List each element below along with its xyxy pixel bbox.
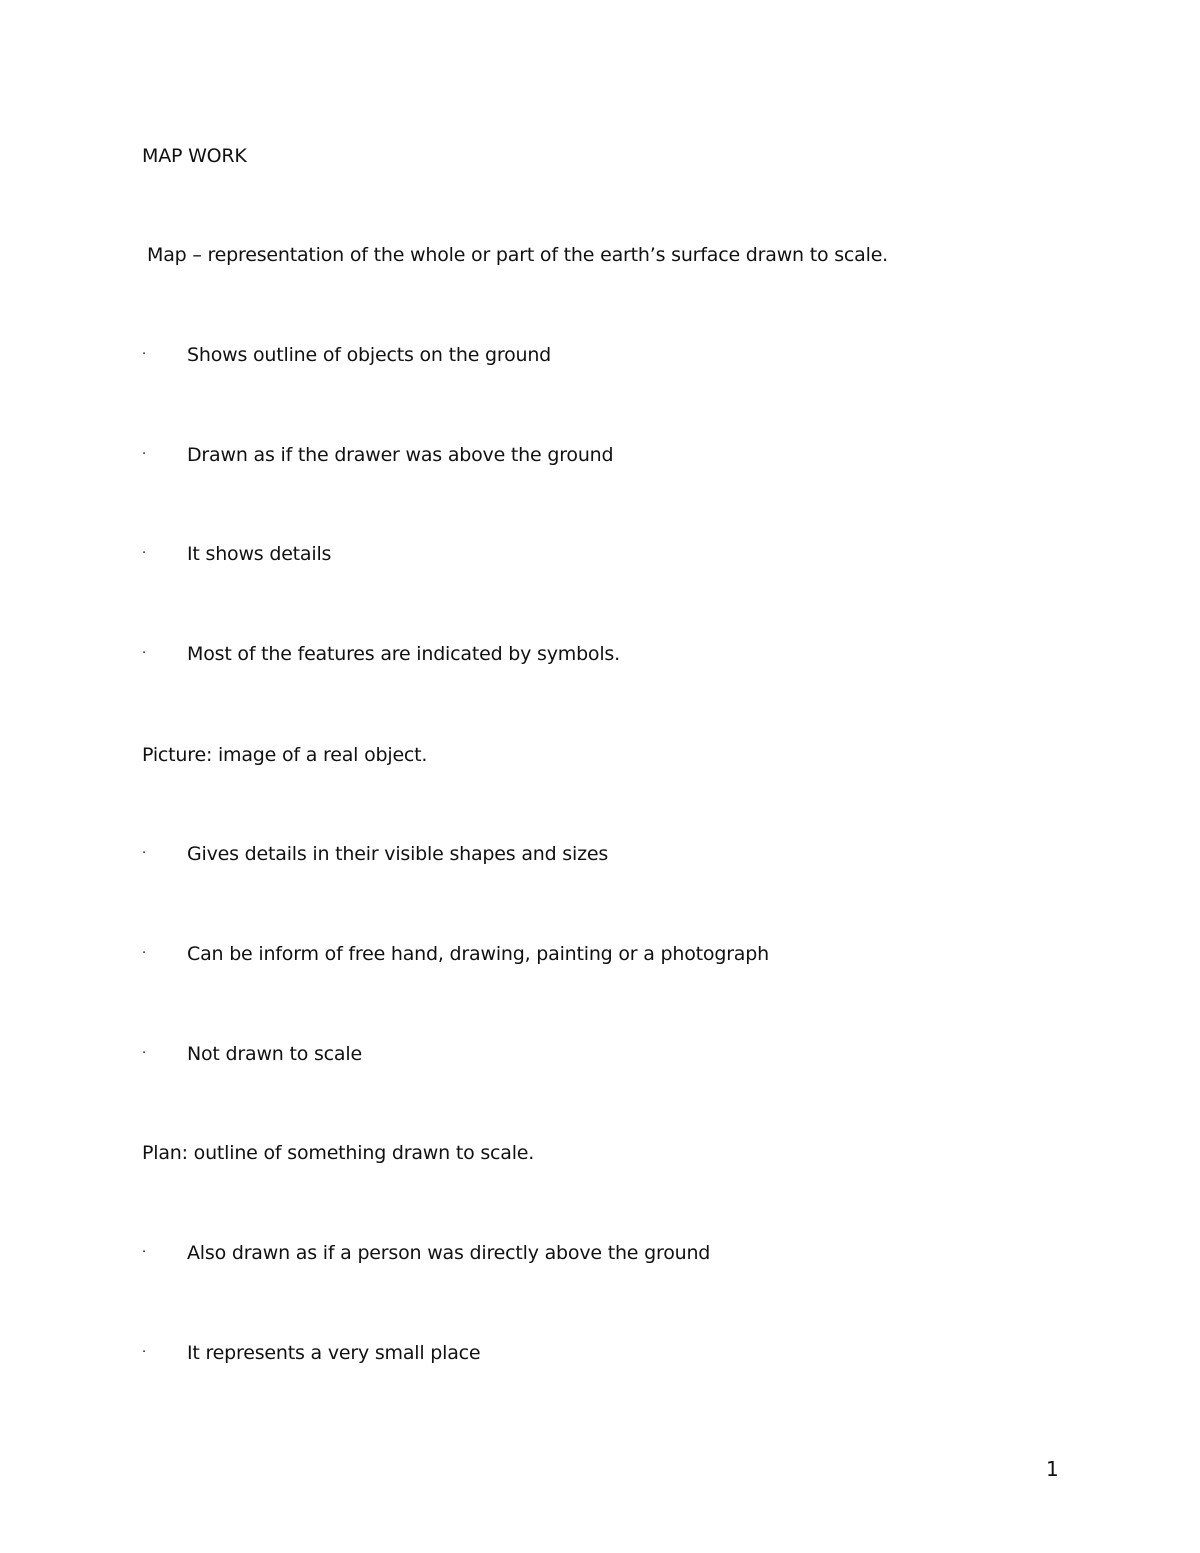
bullet-icon: · (142, 546, 146, 561)
page-number: 1 (1046, 1457, 1059, 1481)
document-title: MAP WORK (142, 145, 247, 167)
picture-definition: Picture: image of a real object. (142, 744, 428, 766)
bullet-icon: · (142, 1245, 146, 1260)
list-item-text: Drawn as if the drawer was above the ground (187, 444, 614, 466)
bullet-icon: · (142, 1345, 146, 1360)
list-item-text: Also drawn as if a person was directly above the ground (187, 1242, 711, 1264)
list-item-text: It represents a very small place (187, 1342, 481, 1364)
bullet-icon: · (142, 1046, 146, 1061)
map-definition: Map – representation of the whole or part of the earth’s surface drawn to scale. (147, 244, 889, 266)
bullet-icon: · (142, 347, 146, 362)
bullet-icon: · (142, 646, 146, 661)
list-item-text: Not drawn to scale (187, 1043, 362, 1065)
list-item-text: Gives details in their visible shapes and sizes (187, 843, 609, 865)
bullet-icon: · (142, 447, 146, 462)
bullet-icon: · (142, 846, 146, 861)
list-item-text: Most of the features are indicated by symbols. (187, 643, 620, 665)
list-item-text: Can be inform of free hand, drawing, painting or a photograph (187, 943, 769, 965)
plan-definition: Plan: outline of something drawn to scale. (142, 1142, 535, 1164)
list-item-text: Shows outline of objects on the ground (187, 344, 552, 366)
bullet-icon: · (142, 946, 146, 961)
list-item-text: It shows details (187, 543, 332, 565)
